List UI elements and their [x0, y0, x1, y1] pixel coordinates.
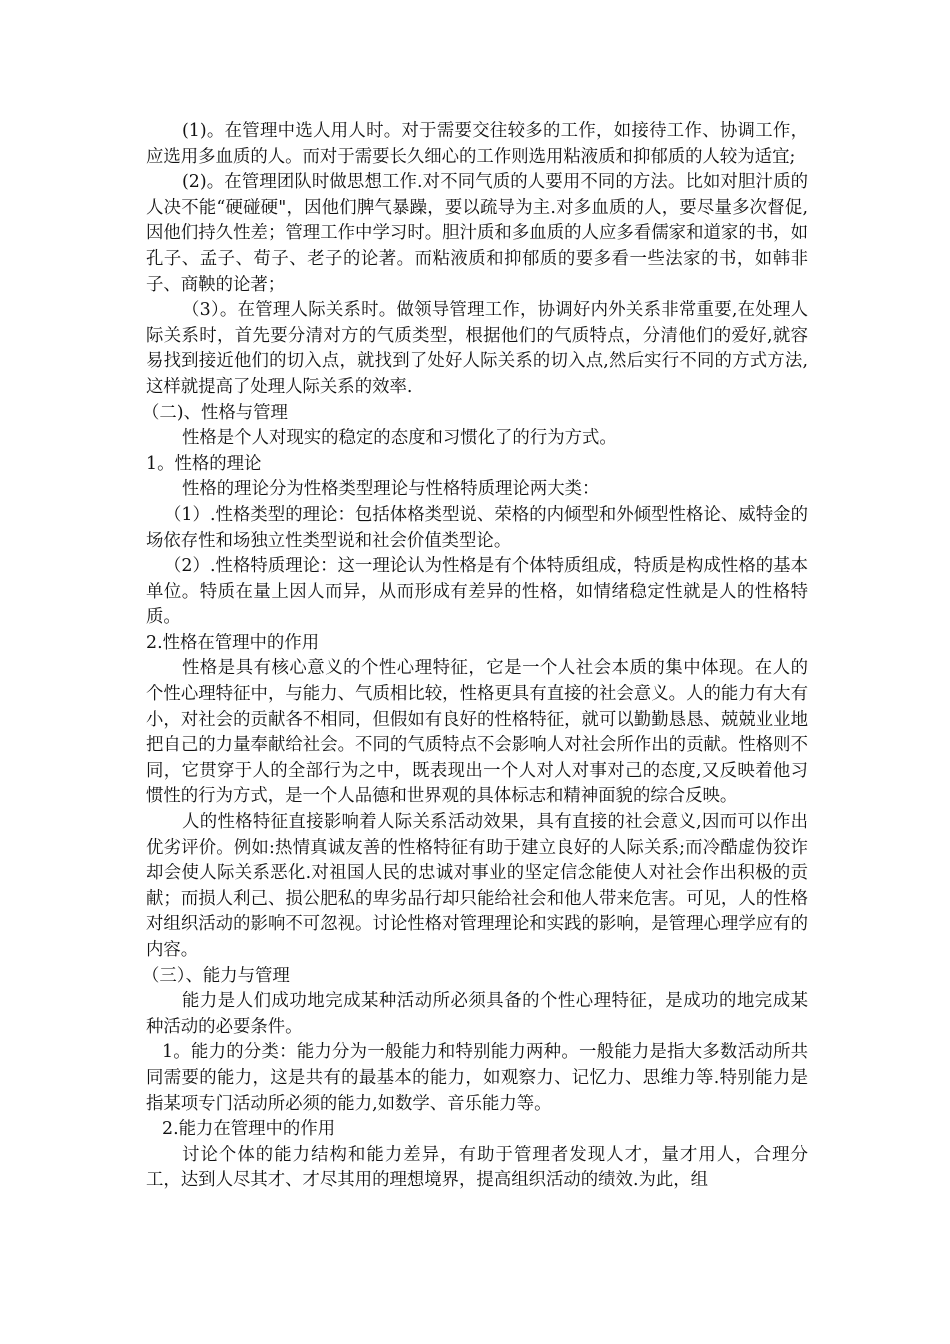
paragraph-ability-classification: 1。能力的分类：能力分为一般能力和特别能力两种。一般能力是指大多数活动所共同需要的能力，这是共有的最基本的能力，如观察力、记忆力、思维力等.特别能力是指某项专门活动所必须的能力,如数学、音乐能力等。: [146, 1042, 808, 1114]
paragraph-character-theory-intro: 性格的理论分为性格类型理论与性格特质理论两大类：: [182, 479, 600, 500]
heading-ability-management: （三）、能力与管理: [142, 965, 290, 986]
document-body: [142, 119, 808, 1194]
paragraph-character-type-theory: （1）.性格类型的理论：包括体格类型说、荣格的内倾型和外倾型性格论、威特金的场依存性和场独立性类型说和社会价值类型论。: [146, 504, 808, 551]
paragraph-temperament-relations: （3）。在管理人际关系时。做领导管理工作，协调好内外关系非常重要,在处理人际关系时，首先要分清对方的气质类型，根据他们的气质特点，分清他们的爱好,就容易找到接近他们的切入点，就找到了处好人际关系的切入点,然后实行不同的方式方法,这样就提高了处理人际关系的效率.: [146, 300, 808, 397]
paragraph-ability-role-body: 讨论个体的能力结构和能力差异，有助于管理者发现人才，量才用人，合理分工，达到人尽其才、才尽其用的理想境界，提高组织活动的绩效.为此，组: [146, 1144, 808, 1191]
heading-character-role: 2.性格在管理中的作用: [146, 632, 320, 653]
paragraph-character-relations: 人的性格特征直接影响着人际关系活动效果，具有直接的社会意义,因而可以作出优劣评价。例如:热情真诚友善的性格特征有助于建立良好的人际关系;而冷酷虚伪狡诈却会使人际关系恶化.对祖国人民的忠诚对事业的坚定信念能使人对社会作出积极的贡献；而损人利己、损公肥私的卑劣品行却只能给社会和他人带来危害。可见，人的性格对组织活动的影响不可忽视。讨论性格对管理理论和实践的影响，是管理心理学应有的内容。: [146, 812, 808, 960]
heading-character-theory: 1。性格的理论: [146, 453, 262, 474]
paragraph-character-core: 性格是具有核心意义的个性心理特征，它是一个人社会本质的集中体现。在人的个性心理特征中，与能力、气质相比较，性格更具有直接的社会意义。人的能力有大有小，对社会的贡献各不相同，但假如有良好的性格特征，就可以勤勤恳恳、兢兢业业地把自己的力量奉献给社会。不同的气质特点不会影响人对社会所作出的贡献。性格则不同，它贯穿于人的全部行为之中，既表现出一个人对人对事对己的态度,又反映着他习惯性的行为方式，是一个人品德和世界观的具体标志和精神面貌的综合反映。: [146, 658, 808, 807]
paragraph-temperament-selection: (1)。在管理中选人用人时。对于需要交往较多的工作，如接待工作、协调工作，应选用多血质的人。而对于需要长久细心的工作则选用粘液质和抑郁质的人较为适宜;: [146, 121, 808, 167]
heading-ability-role: 2.能力在管理中的作用: [162, 1119, 336, 1140]
paragraph-temperament-ideology: (2)。在管理团队时做思想工作.对不同气质的人要用不同的方法。比如对胆汁质的人决不能“硬碰硬"，因他们脾气暴躁，要以疏导为主.对多血质的人，要尽量多次督促,因他们持久性差；管理工作中学习时。胆汁质和多血质的人应多看儒家和道家的书，如孔子、孟子、荀子、老子的论著。而粘液质和抑郁质的要多看一些法家的书，如韩非子、商鞅的论著；: [146, 172, 808, 295]
heading-character-management: （二)、性格与管理: [142, 402, 288, 423]
paragraph-ability-definition: 能力是人们成功地完成某种活动所必须具备的个性心理特征，是成功的地完成某种活动的必要条件。: [146, 991, 808, 1037]
paragraph-character-trait-theory: （2）.性格特质理论：这一理论认为性格是有个体特质组成，特质是构成性格的基本单位。特质在量上因人而异，从而形成有差异的性格，如情绪稳定性就是人的性格特质。: [146, 556, 808, 628]
paragraph-character-definition: 性格是个人对现实的稳定的态度和习惯化了的行为方式。: [182, 428, 617, 449]
